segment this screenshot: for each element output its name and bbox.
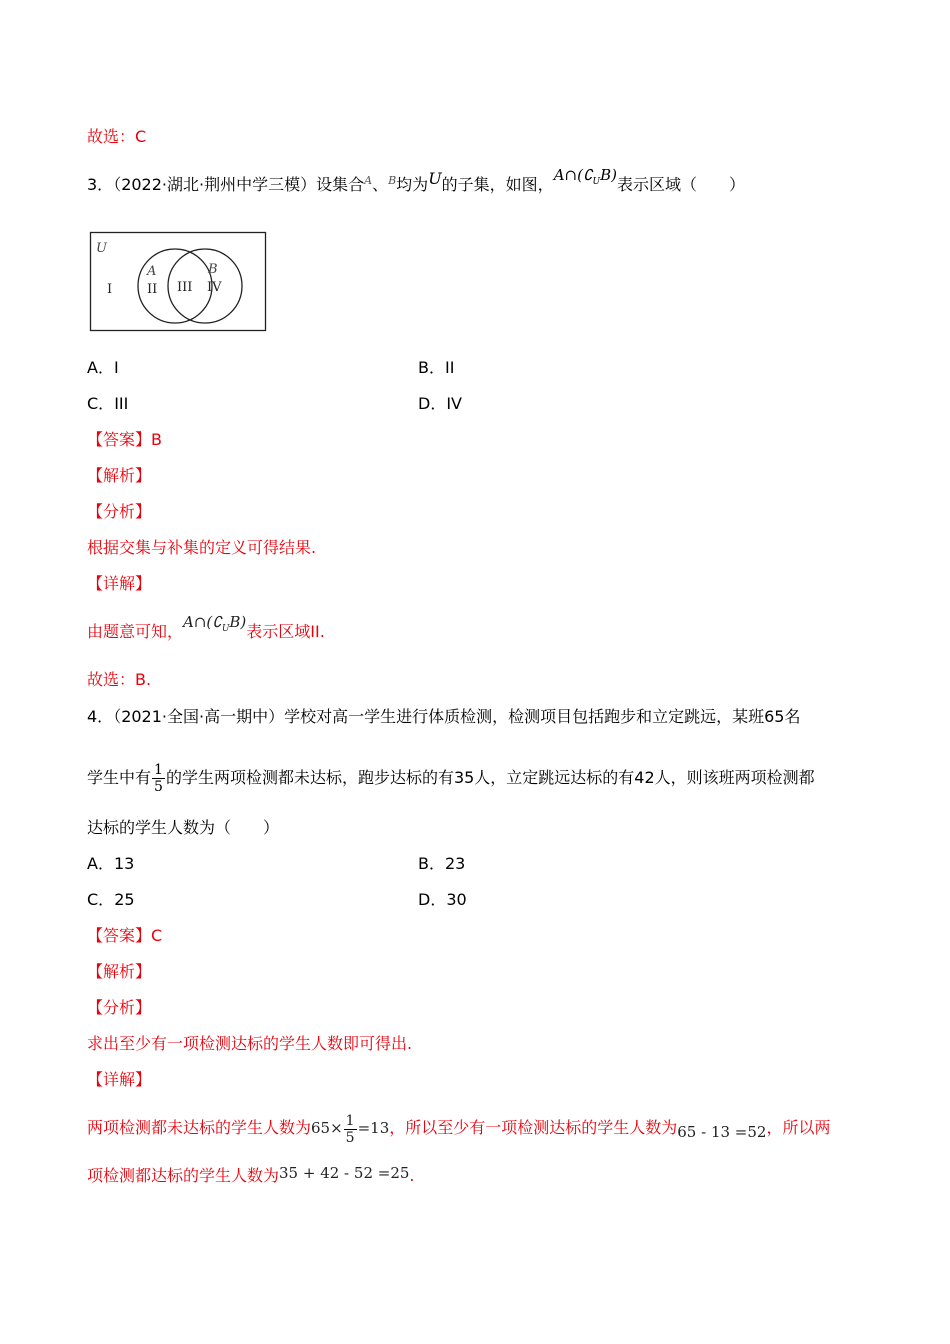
q3-option-b[interactable]	[418, 357, 454, 379]
q4-expr1	[311, 1112, 390, 1146]
q4-source: （2021·全国·高一期中）	[113, 707, 285, 726]
option-value: 23	[444, 854, 466, 873]
q4-option-b[interactable]	[418, 853, 465, 875]
venn-region-3: III	[177, 280, 193, 295]
option-letter: C．	[87, 890, 115, 909]
q3-option-c[interactable]	[87, 393, 128, 415]
q4-number: 4．	[87, 707, 114, 726]
q3-detail-expr-main: A∩(∁	[183, 613, 222, 631]
venn-label-u: U	[96, 241, 107, 256]
q3-detail-expr-sub: U	[221, 624, 230, 634]
q4-fenxi-text: 求出至少有一项检测达标的学生人数即可得出.	[87, 1034, 413, 1053]
q3-option-d[interactable]	[418, 393, 462, 415]
q3-expr-end: B)	[600, 166, 617, 184]
venn-diagram	[88, 230, 270, 334]
q3-text-sep: 、	[372, 175, 389, 194]
venn-label-a: A	[147, 264, 157, 279]
q4-option-a[interactable]	[87, 853, 134, 875]
q4-detail-c: ，所以两	[766, 1118, 831, 1137]
q3-detail-text	[87, 613, 325, 650]
option-letter: A．	[87, 358, 114, 377]
q3-stem	[87, 166, 745, 203]
q4-stem-line3: 达标的学生人数为（ ）	[87, 818, 280, 837]
q3-set-a: A	[364, 174, 373, 187]
q4-expr1-fraction	[344, 1113, 357, 1146]
q3-source: （2022·湖北·荆州中学三模）	[113, 175, 317, 194]
option-letter: C．	[87, 394, 115, 413]
venn-region-1: I	[107, 282, 113, 297]
option-value: IV	[446, 394, 462, 413]
q3-text-a: 设集合	[316, 175, 365, 194]
q3-analysis-heading: 【解析】	[87, 466, 152, 485]
q3-expr-sub: U	[592, 177, 601, 187]
option-value: 30	[446, 890, 467, 909]
q4-expr2: 65 - 13 =52	[677, 1123, 767, 1141]
option-letter: B．	[418, 854, 445, 873]
q4-detail-b: ，所以至少有一项检测达标的学生人数为	[389, 1118, 678, 1137]
option-letter: D．	[418, 394, 447, 413]
q4-expr1-num: 1	[345, 1112, 355, 1129]
option-letter: A．	[87, 854, 114, 873]
q4-detail-a: 两项检测都未达标的学生人数为	[87, 1118, 312, 1137]
q4-detail-heading: 【详解】	[87, 1070, 152, 1089]
q4-fenxi-heading: 【分析】	[87, 998, 152, 1017]
option-value: III	[114, 394, 129, 413]
option-letter: D．	[418, 890, 447, 909]
q4-expr3: 35 + 42 - 52 =25	[279, 1164, 410, 1182]
q3-detail-expr-end: B)	[229, 613, 247, 631]
q4-frac-den: 5	[154, 779, 163, 795]
q3-detail-a: 由题意可知，	[87, 622, 184, 641]
q3-expr-main: A∩(∁	[553, 166, 593, 184]
q4-detail-line1	[87, 1108, 830, 1148]
venn-region-2: II	[147, 282, 158, 297]
q4-detail-e: .	[409, 1166, 415, 1185]
option-letter: B．	[418, 358, 445, 377]
q4-option-d[interactable]	[418, 889, 467, 911]
q4-expr1-den: 5	[345, 1129, 355, 1146]
option-value: 25	[114, 890, 135, 909]
q3-set-u: U	[428, 169, 442, 188]
q4-stem-line1	[87, 706, 800, 728]
option-value: 13	[113, 854, 135, 873]
q3-detail-heading: 【详解】	[87, 574, 152, 593]
q3-result: 故选：B.	[87, 670, 152, 689]
q4-expr1-b: =13	[357, 1119, 390, 1137]
option-value: II	[444, 358, 455, 377]
option-value: I	[113, 358, 119, 377]
q3-expr	[553, 166, 617, 187]
q3-detail-b: 表示区域II.	[246, 622, 325, 641]
q3-option-a[interactable]	[87, 357, 119, 379]
q3-text-c: 的子集，如图，	[441, 175, 554, 194]
q4-line2-b: 的学生两项检测都未达标，跑步达标的有35人，立定跳远达标的有42人，则该班两项检测都	[165, 768, 815, 787]
q4-frac-num: 1	[154, 762, 163, 778]
q4-fraction	[152, 762, 165, 795]
venn-region-4: IV	[207, 280, 222, 295]
q4-detail-line2	[87, 1165, 415, 1187]
q4-analysis-heading: 【解析】	[87, 962, 152, 981]
q4-answer: 【答案】C	[87, 926, 163, 945]
q3-fenxi-text: 根据交集与补集的定义可得结果.	[87, 538, 317, 557]
q3-text-b: 均为	[396, 175, 429, 194]
q3-number: 3．	[87, 175, 114, 194]
q4-option-c[interactable]	[87, 889, 135, 911]
q4-detail-d: 项检测都达标的学生人数为	[87, 1166, 280, 1185]
q4-expr1-a: 65×	[311, 1119, 343, 1137]
q4-line1-text: 学校对高一学生进行体质检测，检测项目包括跑步和立定跳远，某班65名	[284, 707, 801, 726]
q2-result: 故选：C	[87, 127, 147, 146]
q3-fenxi-heading: 【分析】	[87, 502, 152, 521]
q3-text-d: 表示区域（ ）	[616, 175, 745, 194]
venn-label-b: B	[208, 262, 218, 277]
q3-detail-expr	[183, 613, 247, 634]
q3-set-b: B	[388, 174, 397, 187]
q4-stem-line2	[87, 758, 815, 798]
q4-line2-a: 学生中有	[87, 768, 152, 787]
q3-answer: 【答案】B	[87, 430, 162, 449]
